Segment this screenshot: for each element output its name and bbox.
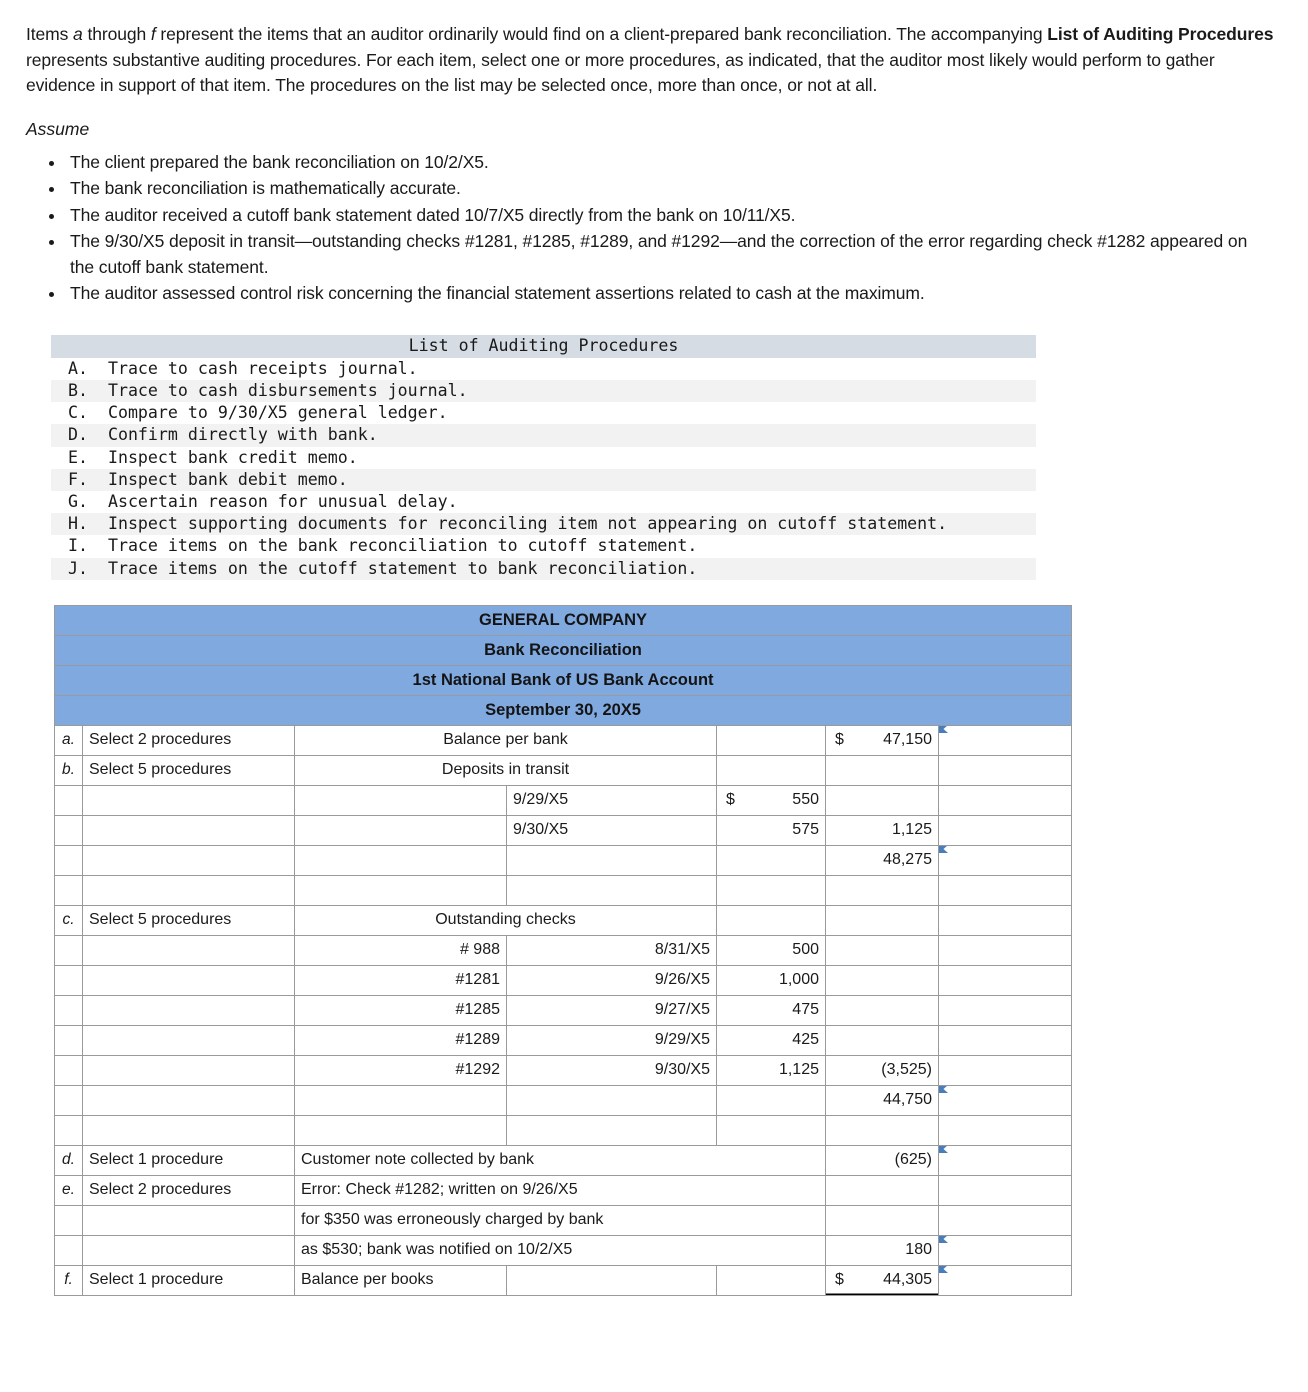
- check-amount: 425: [717, 1025, 826, 1055]
- procedure-item-d: D. Confirm directly with bank.: [51, 424, 1036, 446]
- check-number: # 988: [295, 935, 507, 965]
- empty-cell: [55, 845, 83, 875]
- empty-cell: [55, 1205, 83, 1235]
- empty-cell: [717, 1265, 826, 1295]
- check-amount: 1,000: [717, 965, 826, 995]
- assumption-item: • The client prepared the bank reconciliation on 10/2/X5.: [66, 150, 1270, 176]
- check-date: 9/30/X5: [507, 1055, 717, 1085]
- check-number: #1285: [295, 995, 507, 1025]
- empty-cell: [717, 725, 826, 755]
- empty-cell: [826, 1025, 939, 1055]
- amount-error-correction: 180: [826, 1235, 939, 1265]
- table-row-check: [55, 1055, 1072, 1085]
- procedure-item-e: E. Inspect bank credit memo.: [68, 447, 358, 467]
- empty-cell: [939, 1175, 1072, 1205]
- check-amount: 500: [717, 935, 826, 965]
- empty-cell: [55, 875, 83, 905]
- procedure-item-f: F. Inspect bank debit memo.: [51, 469, 1036, 491]
- empty-cell: [55, 995, 83, 1025]
- empty-cell: [826, 995, 939, 1025]
- procedure-item-g: G. Ascertain reason for unusual delay.: [68, 491, 458, 511]
- empty-cell: [83, 815, 295, 845]
- amount-value: 47,150: [883, 731, 932, 749]
- answer-box-a[interactable]: [939, 725, 1072, 755]
- table-title-row: [55, 665, 1072, 695]
- item-letter-f: f.: [55, 1265, 83, 1295]
- empty-cell: [939, 995, 1072, 1025]
- dollar-sign: $: [726, 791, 735, 809]
- table-title-row: [55, 635, 1072, 665]
- empty-cell: [295, 785, 507, 815]
- empty-cell: [939, 1055, 1072, 1085]
- empty-cell: [83, 1085, 295, 1115]
- empty-cell: [717, 845, 826, 875]
- subtotal-after-checks: 44,750: [826, 1085, 939, 1115]
- dollar-sign: $: [835, 731, 844, 749]
- empty-cell: [83, 875, 295, 905]
- empty-cell: [939, 785, 1072, 815]
- auditing-procedures-title: List of Auditing Procedures: [51, 335, 1036, 358]
- empty-cell: [717, 875, 826, 905]
- empty-cell: [939, 1115, 1072, 1145]
- amount-balance-per-books: [826, 1265, 939, 1295]
- table-row-deposit: [55, 815, 1072, 845]
- table-row-check: [55, 965, 1072, 995]
- check-number: #1292: [295, 1055, 507, 1085]
- empty-cell: [83, 995, 295, 1025]
- procedure-item-c: C. Compare to 9/30/X5 general ledger.: [68, 403, 448, 423]
- intro-italic-f: f: [150, 24, 156, 44]
- table-row-check: [55, 935, 1072, 965]
- intro-italic-a: a: [73, 24, 83, 44]
- empty-cell: [83, 965, 295, 995]
- label-error-line2: for $350 was erroneously charged by bank: [295, 1205, 826, 1235]
- empty-cell: [939, 815, 1072, 845]
- table-row-b: [55, 755, 1072, 785]
- empty-cell: [826, 1175, 939, 1205]
- item-letter-e: e.: [55, 1175, 83, 1205]
- select-procedures-a[interactable]: Select 2 procedures: [83, 725, 295, 755]
- comment-flag-icon: [939, 725, 948, 733]
- assumption-item: • The auditor assessed control risk concerning the financial statement assertions related to cash at the maximum.: [66, 281, 1270, 307]
- item-letter-c: c.: [55, 905, 83, 935]
- company-name-header: GENERAL COMPANY: [55, 605, 1072, 635]
- empty-cell: [507, 1115, 717, 1145]
- statement-type-header: Bank Reconciliation: [55, 635, 1072, 665]
- intro-text-part2: through: [82, 24, 151, 44]
- deposit-date: 9/29/X5: [507, 785, 717, 815]
- statement-date-header: September 30, 20X5: [55, 695, 1072, 725]
- procedure-item-a: A. Trace to cash receipts journal.: [68, 358, 418, 378]
- empty-cell: [83, 845, 295, 875]
- deposits-total: 1,125: [826, 815, 939, 845]
- outstanding-checks-total: (3,525): [826, 1055, 939, 1085]
- label-balance-per-bank: Balance per bank: [295, 725, 717, 755]
- label-customer-note: Customer note collected by bank: [295, 1145, 826, 1175]
- empty-cell: [83, 785, 295, 815]
- empty-cell: [826, 1205, 939, 1235]
- table-row-spacer: [55, 1115, 1072, 1145]
- empty-cell: [939, 965, 1072, 995]
- empty-cell: [939, 755, 1072, 785]
- empty-cell: [717, 905, 826, 935]
- empty-cell: [83, 935, 295, 965]
- empty-cell: [717, 755, 826, 785]
- assumptions-list: [26, 150, 1282, 307]
- table-row-spacer: [55, 875, 1072, 905]
- answer-box-f[interactable]: [939, 1265, 1072, 1295]
- empty-cell: [939, 1205, 1072, 1235]
- item-letter-d: d.: [55, 1145, 83, 1175]
- empty-cell: [55, 1085, 83, 1115]
- assume-heading: Assume: [26, 118, 90, 139]
- empty-cell: [507, 1085, 717, 1115]
- check-number: #1289: [295, 1025, 507, 1055]
- empty-cell: [939, 905, 1072, 935]
- assumption-item: • The bank reconciliation is mathematically accurate.: [66, 176, 1270, 202]
- answer-box-b[interactable]: [939, 845, 1072, 875]
- empty-cell: [55, 1115, 83, 1145]
- intro-bold-list-of-auditing-procedures: List of Auditing Procedures: [1047, 24, 1274, 44]
- empty-cell: [55, 965, 83, 995]
- table-row-e-cont: [55, 1235, 1072, 1265]
- procedure-item-h: H. Inspect supporting documents for reconciling item not appearing on cutoff statement.: [51, 513, 1036, 535]
- deposit-date: 9/30/X5: [507, 815, 717, 845]
- empty-cell: [507, 845, 717, 875]
- empty-cell: [295, 875, 507, 905]
- empty-cell: [83, 1055, 295, 1085]
- empty-cell: [295, 815, 507, 845]
- empty-cell: [826, 875, 939, 905]
- table-row-d: [55, 1145, 1072, 1175]
- empty-cell: [295, 1085, 507, 1115]
- select-procedures-f[interactable]: Select 1 procedure: [83, 1265, 295, 1295]
- answer-box-d[interactable]: [939, 1145, 1072, 1175]
- comment-flag-icon: [939, 1265, 948, 1273]
- check-amount: 475: [717, 995, 826, 1025]
- reconciliation-table: [54, 605, 1072, 1296]
- amount-value: 550: [792, 791, 819, 809]
- comment-flag-icon: [939, 1235, 948, 1243]
- empty-cell: [55, 935, 83, 965]
- check-amount: 1,125: [717, 1055, 826, 1085]
- intro-text-part4: represents substantive auditing procedures. For each item, select one or more procedures, as indicated, that the auditor most likely would perform to gather evidence in support of that item. The procedures on the list may be selected once, more than once, or not at all.: [26, 49, 1215, 95]
- procedure-item-b: B. Trace to cash disbursements journal.: [51, 380, 1036, 402]
- empty-cell: [507, 1265, 717, 1295]
- empty-cell: [939, 875, 1072, 905]
- item-letter-a: a.: [55, 725, 83, 755]
- auditing-procedures-block: [51, 335, 1036, 580]
- table-row-e: [55, 1175, 1072, 1205]
- check-number: #1281: [295, 965, 507, 995]
- intro-text-part1: Items: [26, 24, 74, 44]
- amount-customer-note: (625): [826, 1145, 939, 1175]
- select-procedures-c[interactable]: Select 5 procedures: [83, 905, 295, 935]
- empty-cell: [826, 965, 939, 995]
- account-name-header: 1st National Bank of US Bank Account: [55, 665, 1072, 695]
- empty-cell: [826, 935, 939, 965]
- comment-flag-icon: [939, 1145, 948, 1153]
- label-deposits-in-transit: Deposits in transit: [295, 755, 717, 785]
- subtotal-after-deposits: 48,275: [826, 845, 939, 875]
- deposit-amount: [717, 785, 826, 815]
- empty-cell: [55, 1055, 83, 1085]
- empty-cell: [826, 785, 939, 815]
- procedure-item-j: J. Trace items on the cutoff statement to bank reconciliation.: [51, 558, 1036, 580]
- empty-cell: [717, 1115, 826, 1145]
- table-row-c: [55, 905, 1072, 935]
- procedure-item-i: I. Trace items on the bank reconciliation to cutoff statement.: [68, 536, 698, 556]
- label-error-line1: Error: Check #1282; written on 9/26/X5: [295, 1175, 826, 1205]
- empty-cell: [55, 785, 83, 815]
- select-procedures-e[interactable]: Select 2 procedures: [83, 1175, 295, 1205]
- instructions-paragraph: [26, 22, 1278, 99]
- deposit-amount: 575: [717, 815, 826, 845]
- item-letter-b: b.: [55, 755, 83, 785]
- table-row-check: [55, 995, 1072, 1025]
- table-title-row: [55, 605, 1072, 635]
- empty-cell: [55, 815, 83, 845]
- answer-box-e[interactable]: [939, 1235, 1072, 1265]
- label-outstanding-checks: Outstanding checks: [295, 905, 717, 935]
- empty-cell: [826, 1115, 939, 1145]
- check-date: 9/29/X5: [507, 1025, 717, 1055]
- table-title-row: [55, 695, 1072, 725]
- empty-cell: [826, 755, 939, 785]
- empty-cell: [55, 1025, 83, 1055]
- dollar-sign: $: [835, 1271, 844, 1289]
- empty-cell: [55, 1235, 83, 1265]
- table-row-check: [55, 1025, 1072, 1055]
- empty-cell: [295, 1115, 507, 1145]
- label-error-line3: as $530; bank was notified on 10/2/X5: [295, 1235, 826, 1265]
- amount-value: 44,305: [883, 1271, 932, 1289]
- empty-cell: [717, 1085, 826, 1115]
- label-balance-per-books: Balance per books: [295, 1265, 507, 1295]
- check-date: 8/31/X5: [507, 935, 717, 965]
- table-row-e-cont: [55, 1205, 1072, 1235]
- answer-box-c[interactable]: [939, 1085, 1072, 1115]
- bank-reconciliation-spreadsheet: [54, 605, 1282, 1296]
- table-row-subtotal: [55, 845, 1072, 875]
- select-procedures-d[interactable]: Select 1 procedure: [83, 1145, 295, 1175]
- comment-flag-icon: [939, 1085, 948, 1093]
- check-date: 9/27/X5: [507, 995, 717, 1025]
- empty-cell: [83, 1115, 295, 1145]
- empty-cell: [83, 1235, 295, 1265]
- empty-cell: [826, 905, 939, 935]
- check-date: 9/26/X5: [507, 965, 717, 995]
- empty-cell: [295, 845, 507, 875]
- intro-text-part3: represent the items that an auditor ordinarily would find on a client-prepared bank reconciliation. The accompanying: [155, 24, 1048, 44]
- assumption-item: • The auditor received a cutoff bank statement dated 10/7/X5 directly from the bank on 10/11/X5.: [66, 203, 1270, 229]
- empty-cell: [83, 1205, 295, 1235]
- amount-balance-per-bank: [826, 725, 939, 755]
- empty-cell: [507, 875, 717, 905]
- table-row-a: [55, 725, 1072, 755]
- empty-cell: [939, 1025, 1072, 1055]
- empty-cell: [939, 935, 1072, 965]
- assumption-item: • The 9/30/X5 deposit in transit—outstanding checks #1281, #1285, #1289, and #1292—and the correction of the error regarding check #1282 appeared on the cutoff bank statement.: [66, 229, 1270, 280]
- table-row-f: [55, 1265, 1072, 1295]
- select-procedures-b[interactable]: Select 5 procedures: [83, 755, 295, 785]
- comment-flag-icon: [939, 845, 948, 853]
- table-row-subtotal: [55, 1085, 1072, 1115]
- table-row-deposit: [55, 785, 1072, 815]
- empty-cell: [83, 1025, 295, 1055]
